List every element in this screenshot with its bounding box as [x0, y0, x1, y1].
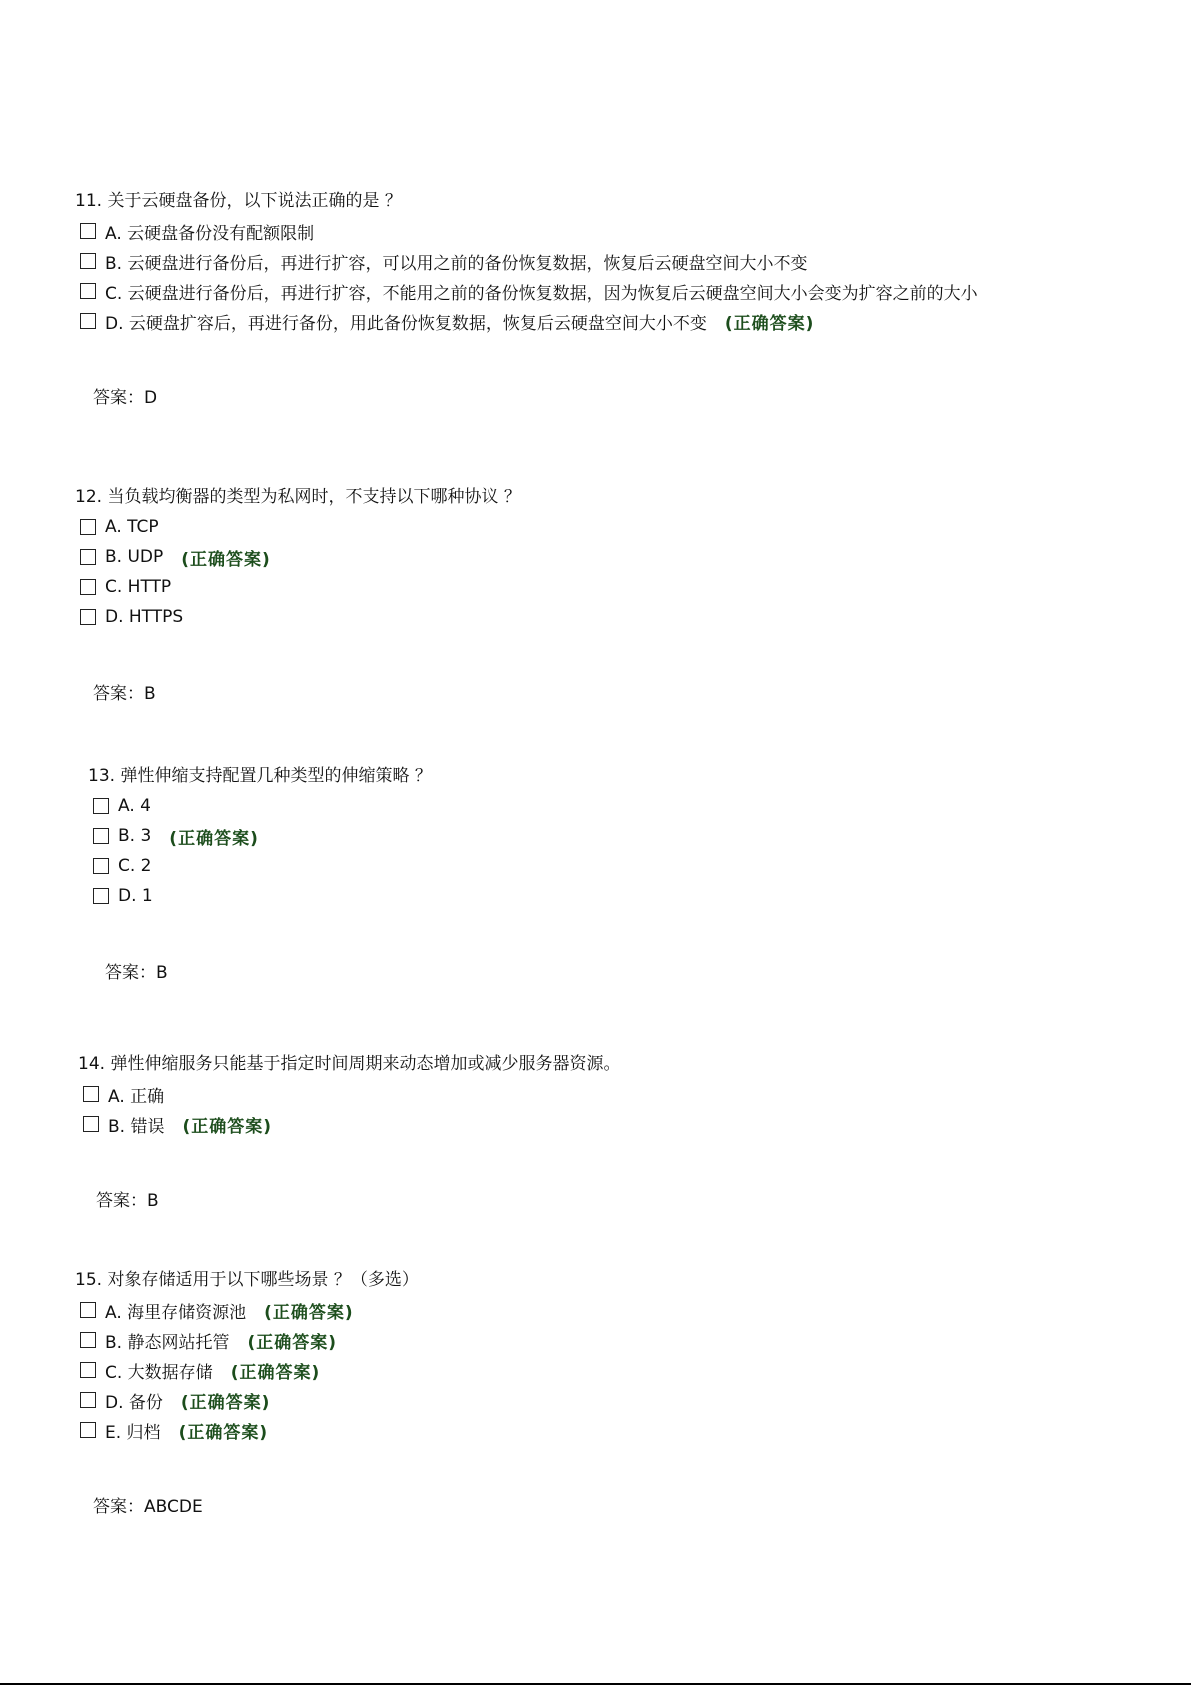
- option-b[interactable]: [83, 1109, 1188, 1139]
- checkbox-icon[interactable]: [80, 1422, 96, 1438]
- checkbox-icon[interactable]: [80, 1392, 96, 1408]
- checkbox-icon[interactable]: [80, 609, 96, 625]
- checkbox-icon[interactable]: [80, 1332, 96, 1348]
- option-d[interactable]: [93, 881, 1191, 911]
- option-text: D. 云硬盘扩容后，再进行备份，用此备份恢复数据，恢复后云硬盘空间大小不变: [105, 313, 707, 334]
- option-text: A. 海里存储资源池: [105, 1302, 247, 1323]
- checkbox-icon[interactable]: [83, 1086, 99, 1102]
- option-text: B. 静态网站托管: [105, 1332, 230, 1353]
- checkbox-icon[interactable]: [83, 1116, 99, 1132]
- option-text: C. 云硬盘进行备份后，再进行扩容，不能用之前的备份恢复数据，因为恢复后云硬盘空间大小会变为扩容之前的大小: [105, 283, 978, 304]
- option-text: C. HTTP: [105, 577, 172, 597]
- option-text: C. 大数据存储: [105, 1362, 213, 1383]
- checkbox-icon[interactable]: [80, 549, 96, 565]
- option-b[interactable]: [80, 1325, 1185, 1355]
- checkbox-icon[interactable]: [93, 798, 109, 814]
- correct-answer-mark: (正确答案): [181, 549, 271, 570]
- checkbox-icon[interactable]: [80, 1302, 96, 1318]
- option-a[interactable]: [83, 1079, 1188, 1109]
- answer-line-13: 答案：B: [105, 963, 168, 983]
- option-c[interactable]: [80, 1355, 1185, 1385]
- option-text: D. HTTPS: [105, 607, 184, 627]
- option-b[interactable]: [80, 246, 1185, 276]
- question-13: [88, 761, 1191, 911]
- option-text: D. 备份: [105, 1392, 163, 1413]
- checkbox-icon[interactable]: [93, 858, 109, 874]
- answer-line-15: 答案：ABCDE: [93, 1497, 203, 1517]
- option-text: D. 1: [118, 886, 153, 906]
- checkbox-icon[interactable]: [80, 313, 96, 329]
- checkbox-icon[interactable]: [80, 579, 96, 595]
- answer-line-11: 答案：D: [93, 388, 158, 408]
- correct-answer-mark: (正确答案): [264, 1302, 354, 1323]
- question-title: 11. 关于云硬盘备份，以下说法正确的是 ？: [75, 191, 402, 211]
- answer-line-12: 答案：B: [93, 684, 156, 704]
- question-12: [75, 482, 1185, 632]
- checkbox-icon[interactable]: [80, 253, 96, 269]
- option-text: B. 3: [118, 826, 152, 846]
- checkbox-icon[interactable]: [93, 828, 109, 844]
- correct-answer-mark: (正确答案): [247, 1332, 338, 1353]
- option-c[interactable]: [80, 276, 1185, 306]
- option-a[interactable]: [80, 1295, 1185, 1325]
- option-a[interactable]: [80, 216, 1185, 246]
- option-text: A. 4: [118, 796, 151, 816]
- correct-answer-mark: (正确答案): [230, 1362, 321, 1383]
- correct-answer-mark: (正确答案): [169, 828, 259, 849]
- checkbox-icon[interactable]: [80, 1362, 96, 1378]
- question-title: 12. 当负载均衡器的类型为私网时，不支持以下哪种协议 ？: [75, 487, 521, 507]
- option-a[interactable]: [80, 512, 1185, 542]
- checkbox-icon[interactable]: [80, 519, 96, 535]
- correct-answer-mark: (正确答案): [724, 313, 815, 334]
- option-d[interactable]: [80, 306, 1185, 336]
- option-text: C. 2: [118, 856, 152, 876]
- question-title: 15. 对象存储适用于以下哪些场景 ？（多选）: [75, 1270, 419, 1290]
- checkbox-icon[interactable]: [93, 888, 109, 904]
- question-title: 13. 弹性伸缩支持配置几种类型的伸缩策略 ？: [88, 766, 432, 786]
- question-15: [75, 1265, 1185, 1445]
- correct-answer-mark: (正确答案): [180, 1392, 271, 1413]
- option-text: A. 云硬盘备份没有配额限制: [105, 223, 315, 244]
- checkbox-icon[interactable]: [80, 283, 96, 299]
- option-text: B. 错误: [108, 1116, 165, 1137]
- option-d[interactable]: [80, 602, 1185, 632]
- answer-line-14: 答案：B: [96, 1191, 159, 1211]
- option-c[interactable]: [93, 851, 1191, 881]
- checkbox-icon[interactable]: [80, 223, 96, 239]
- option-b[interactable]: [93, 821, 1191, 851]
- option-a[interactable]: [93, 791, 1191, 821]
- correct-answer-mark: (正确答案): [178, 1422, 269, 1443]
- option-text: E. 归档: [105, 1422, 161, 1443]
- question-title: 14. 弹性伸缩服务只能基于指定时间周期来动态增加或减少服务器资源。: [78, 1054, 621, 1074]
- option-text: B. 云硬盘进行备份后，再进行扩容，可以用之前的备份恢复数据，恢复后云硬盘空间大小不变: [105, 253, 808, 274]
- question-14: [78, 1049, 1188, 1139]
- option-e[interactable]: [80, 1415, 1185, 1445]
- question-11: [75, 186, 1185, 336]
- option-text: A. 正确: [108, 1086, 165, 1107]
- option-b[interactable]: [80, 542, 1185, 572]
- correct-answer-mark: (正确答案): [182, 1116, 273, 1137]
- option-c[interactable]: [80, 572, 1185, 602]
- option-text: A. TCP: [105, 517, 159, 537]
- option-text: B. UDP: [105, 547, 164, 567]
- option-d[interactable]: [80, 1385, 1185, 1415]
